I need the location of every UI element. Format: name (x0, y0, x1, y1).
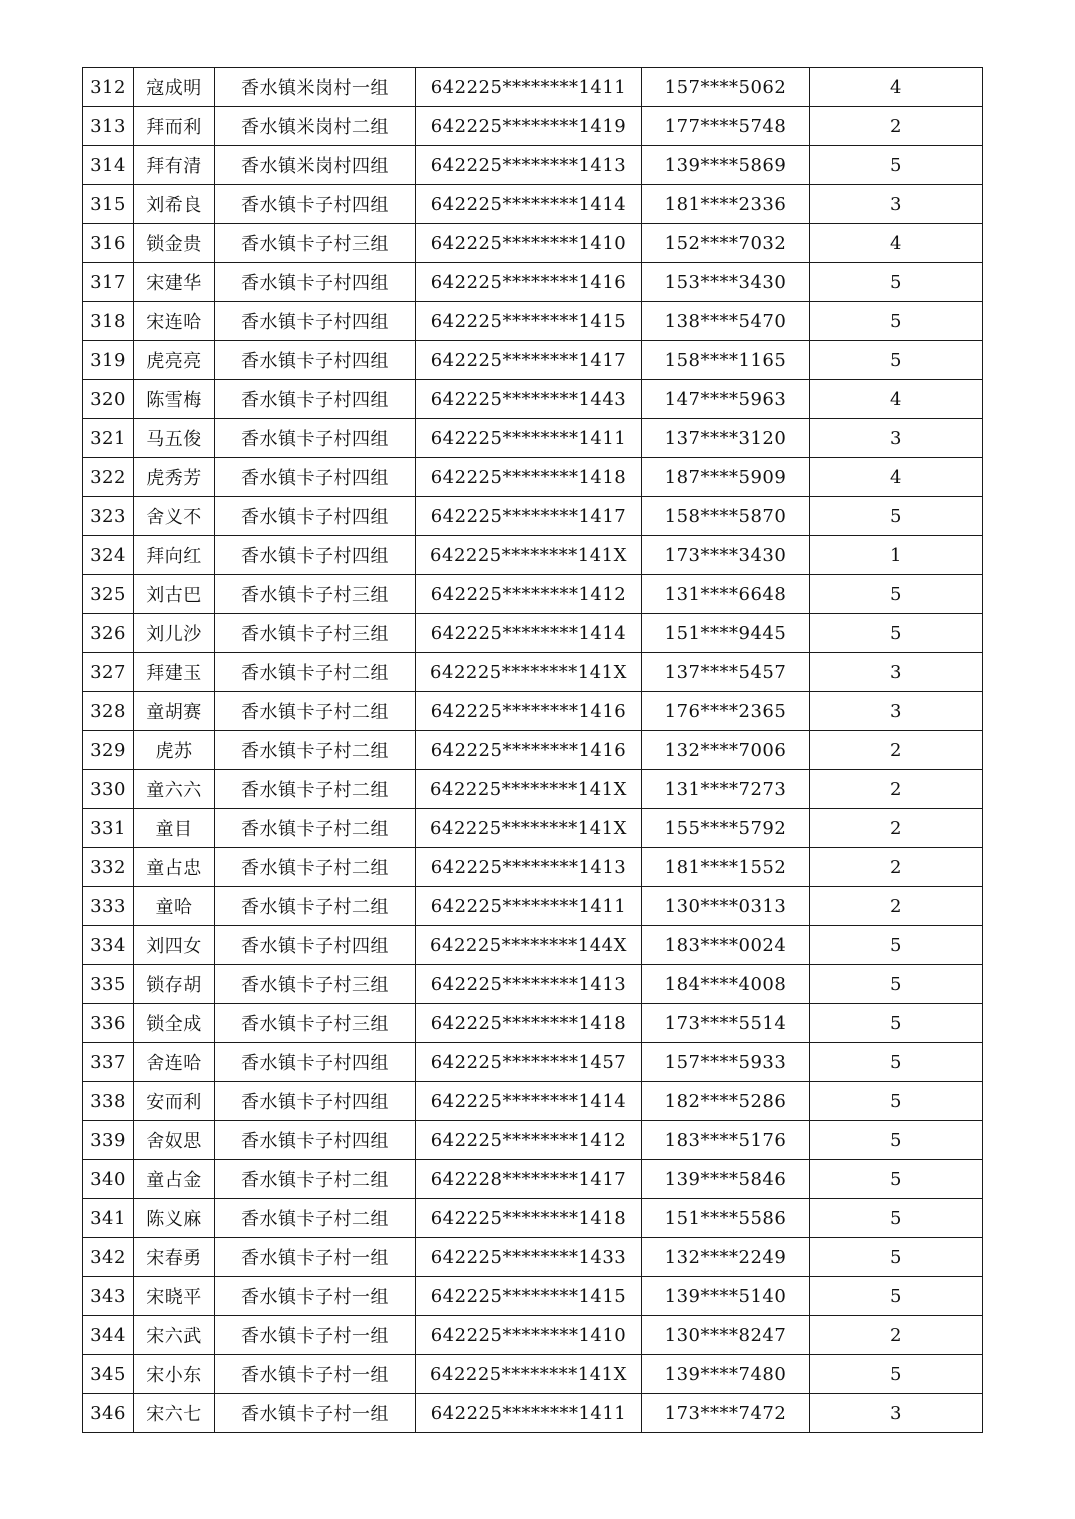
address-cell: 香水镇卡子村四组 (215, 497, 416, 536)
name-cell: 虎秀芳 (134, 458, 215, 497)
row-number-cell: 342 (83, 1238, 134, 1277)
household-count-cell: 5 (810, 302, 983, 341)
household-count-cell: 5 (810, 1160, 983, 1199)
table-row (83, 302, 983, 341)
name-cell: 宋春勇 (134, 1238, 215, 1277)
household-count-cell: 4 (810, 68, 983, 107)
table-row (83, 458, 983, 497)
table-row (83, 575, 983, 614)
address-cell: 香水镇卡子村二组 (215, 848, 416, 887)
address-cell: 香水镇卡子村一组 (215, 1277, 416, 1316)
table-row (83, 1394, 983, 1433)
name-cell: 刘儿沙 (134, 614, 215, 653)
row-number-cell: 317 (83, 263, 134, 302)
phone-cell: 155****5792 (642, 809, 810, 848)
id-number-cell: 642225********1411 (416, 68, 642, 107)
row-number-cell: 321 (83, 419, 134, 458)
household-count-cell: 5 (810, 1199, 983, 1238)
phone-cell: 181****1552 (642, 848, 810, 887)
id-number-cell: 642225********1413 (416, 848, 642, 887)
id-number-cell: 642225********141X (416, 1355, 642, 1394)
household-count-cell: 3 (810, 653, 983, 692)
name-cell: 童目 (134, 809, 215, 848)
table-row (83, 1199, 983, 1238)
address-cell: 香水镇卡子村二组 (215, 692, 416, 731)
name-cell: 童占金 (134, 1160, 215, 1199)
row-number-cell: 341 (83, 1199, 134, 1238)
name-cell: 刘希良 (134, 185, 215, 224)
id-number-cell: 642225********1412 (416, 575, 642, 614)
address-cell: 香水镇卡子村四组 (215, 263, 416, 302)
household-count-cell: 3 (810, 692, 983, 731)
row-number-cell: 323 (83, 497, 134, 536)
phone-cell: 187****5909 (642, 458, 810, 497)
address-cell: 香水镇卡子村四组 (215, 1121, 416, 1160)
id-number-cell: 642225********1419 (416, 107, 642, 146)
row-number-cell: 335 (83, 965, 134, 1004)
id-number-cell: 642225********1410 (416, 224, 642, 263)
table-row (83, 809, 983, 848)
phone-cell: 152****7032 (642, 224, 810, 263)
row-number-cell: 331 (83, 809, 134, 848)
name-cell: 陈雪梅 (134, 380, 215, 419)
table-row (83, 497, 983, 536)
household-count-cell: 4 (810, 458, 983, 497)
address-cell: 香水镇米岗村二组 (215, 107, 416, 146)
name-cell: 宋小东 (134, 1355, 215, 1394)
household-count-cell: 2 (810, 809, 983, 848)
row-number-cell: 313 (83, 107, 134, 146)
name-cell: 童占忠 (134, 848, 215, 887)
table-row (83, 926, 983, 965)
name-cell: 拜向红 (134, 536, 215, 575)
row-number-cell: 338 (83, 1082, 134, 1121)
phone-cell: 183****5176 (642, 1121, 810, 1160)
phone-cell: 139****5869 (642, 146, 810, 185)
name-cell: 虎苏 (134, 731, 215, 770)
roster-table (82, 67, 983, 1433)
id-number-cell: 642225********1414 (416, 1082, 642, 1121)
table-row (83, 731, 983, 770)
phone-cell: 137****5457 (642, 653, 810, 692)
name-cell: 拜有清 (134, 146, 215, 185)
address-cell: 香水镇卡子村三组 (215, 614, 416, 653)
household-count-cell: 5 (810, 146, 983, 185)
row-number-cell: 326 (83, 614, 134, 653)
row-number-cell: 319 (83, 341, 134, 380)
household-count-cell: 3 (810, 419, 983, 458)
table-row (83, 848, 983, 887)
household-count-cell: 5 (810, 1043, 983, 1082)
table-row (83, 419, 983, 458)
address-cell: 香水镇卡子村四组 (215, 458, 416, 497)
household-count-cell: 5 (810, 575, 983, 614)
name-cell: 童胡赛 (134, 692, 215, 731)
household-count-cell: 2 (810, 848, 983, 887)
table-row (83, 341, 983, 380)
row-number-cell: 327 (83, 653, 134, 692)
table-row (83, 1043, 983, 1082)
table-row (83, 107, 983, 146)
table-row (83, 887, 983, 926)
phone-cell: 131****6648 (642, 575, 810, 614)
row-number-cell: 330 (83, 770, 134, 809)
table-row (83, 68, 983, 107)
household-count-cell: 5 (810, 263, 983, 302)
id-number-cell: 642225********1411 (416, 419, 642, 458)
address-cell: 香水镇卡子村二组 (215, 1160, 416, 1199)
phone-cell: 158****5870 (642, 497, 810, 536)
id-number-cell: 642225********1418 (416, 1004, 642, 1043)
table-row (83, 1121, 983, 1160)
table-row (83, 224, 983, 263)
row-number-cell: 312 (83, 68, 134, 107)
address-cell: 香水镇米岗村一组 (215, 68, 416, 107)
id-number-cell: 642225********141X (416, 536, 642, 575)
row-number-cell: 318 (83, 302, 134, 341)
phone-cell: 139****7480 (642, 1355, 810, 1394)
phone-cell: 173****5514 (642, 1004, 810, 1043)
phone-cell: 182****5286 (642, 1082, 810, 1121)
household-count-cell: 5 (810, 1238, 983, 1277)
row-number-cell: 340 (83, 1160, 134, 1199)
phone-cell: 130****0313 (642, 887, 810, 926)
household-count-cell: 3 (810, 185, 983, 224)
row-number-cell: 336 (83, 1004, 134, 1043)
phone-cell: 153****3430 (642, 263, 810, 302)
phone-cell: 137****3120 (642, 419, 810, 458)
phone-cell: 173****3430 (642, 536, 810, 575)
name-cell: 宋连哈 (134, 302, 215, 341)
household-count-cell: 5 (810, 1082, 983, 1121)
id-number-cell: 642225********1416 (416, 263, 642, 302)
id-number-cell: 642225********1443 (416, 380, 642, 419)
id-number-cell: 642225********1415 (416, 1277, 642, 1316)
id-number-cell: 642225********1418 (416, 458, 642, 497)
row-number-cell: 325 (83, 575, 134, 614)
name-cell: 马五俊 (134, 419, 215, 458)
household-count-cell: 2 (810, 770, 983, 809)
name-cell: 宋六武 (134, 1316, 215, 1355)
address-cell: 香水镇卡子村四组 (215, 185, 416, 224)
household-count-cell: 4 (810, 380, 983, 419)
phone-cell: 132****2249 (642, 1238, 810, 1277)
address-cell: 香水镇卡子村四组 (215, 926, 416, 965)
id-number-cell: 642225********1411 (416, 1394, 642, 1433)
id-number-cell: 642225********1417 (416, 497, 642, 536)
household-count-cell: 5 (810, 1355, 983, 1394)
row-number-cell: 320 (83, 380, 134, 419)
table-row (83, 1238, 983, 1277)
table-row (83, 1082, 983, 1121)
row-number-cell: 339 (83, 1121, 134, 1160)
id-number-cell: 642225********1416 (416, 731, 642, 770)
household-count-cell: 3 (810, 1394, 983, 1433)
row-number-cell: 333 (83, 887, 134, 926)
address-cell: 香水镇卡子村一组 (215, 1394, 416, 1433)
address-cell: 香水镇卡子村一组 (215, 1316, 416, 1355)
row-number-cell: 346 (83, 1394, 134, 1433)
name-cell: 拜建玉 (134, 653, 215, 692)
household-count-cell: 4 (810, 224, 983, 263)
table-row (83, 965, 983, 1004)
table-row (83, 1355, 983, 1394)
id-number-cell: 642225********1457 (416, 1043, 642, 1082)
table-row (83, 536, 983, 575)
row-number-cell: 332 (83, 848, 134, 887)
table-row (83, 1277, 983, 1316)
address-cell: 香水镇卡子村二组 (215, 731, 416, 770)
id-number-cell: 642225********141X (416, 770, 642, 809)
phone-cell: 158****1165 (642, 341, 810, 380)
table-row (83, 263, 983, 302)
row-number-cell: 344 (83, 1316, 134, 1355)
name-cell: 舍义不 (134, 497, 215, 536)
phone-cell: 181****2336 (642, 185, 810, 224)
phone-cell: 131****7273 (642, 770, 810, 809)
address-cell: 香水镇卡子村四组 (215, 536, 416, 575)
id-number-cell: 642225********1417 (416, 341, 642, 380)
row-number-cell: 324 (83, 536, 134, 575)
address-cell: 香水镇卡子村二组 (215, 809, 416, 848)
row-number-cell: 334 (83, 926, 134, 965)
household-count-cell: 2 (810, 1316, 983, 1355)
row-number-cell: 337 (83, 1043, 134, 1082)
table-row (83, 692, 983, 731)
id-number-cell: 642225********1418 (416, 1199, 642, 1238)
id-number-cell: 642225********1413 (416, 146, 642, 185)
name-cell: 童六六 (134, 770, 215, 809)
household-count-cell: 5 (810, 1277, 983, 1316)
table-row (83, 185, 983, 224)
id-number-cell: 642225********141X (416, 809, 642, 848)
household-count-cell: 5 (810, 1004, 983, 1043)
id-number-cell: 642228********1417 (416, 1160, 642, 1199)
phone-cell: 130****8247 (642, 1316, 810, 1355)
household-count-cell: 5 (810, 497, 983, 536)
row-number-cell: 328 (83, 692, 134, 731)
row-number-cell: 345 (83, 1355, 134, 1394)
address-cell: 香水镇卡子村四组 (215, 380, 416, 419)
row-number-cell: 315 (83, 185, 134, 224)
address-cell: 香水镇卡子村二组 (215, 770, 416, 809)
phone-cell: 139****5140 (642, 1277, 810, 1316)
phone-cell: 132****7006 (642, 731, 810, 770)
id-number-cell: 642225********1412 (416, 1121, 642, 1160)
table-row (83, 1160, 983, 1199)
address-cell: 香水镇卡子村三组 (215, 224, 416, 263)
name-cell: 安而利 (134, 1082, 215, 1121)
address-cell: 香水镇卡子村三组 (215, 965, 416, 1004)
row-number-cell: 343 (83, 1277, 134, 1316)
name-cell: 陈义麻 (134, 1199, 215, 1238)
table-row (83, 653, 983, 692)
table-row (83, 1316, 983, 1355)
address-cell: 香水镇卡子村一组 (215, 1238, 416, 1277)
name-cell: 宋建华 (134, 263, 215, 302)
household-count-cell: 1 (810, 536, 983, 575)
phone-cell: 177****5748 (642, 107, 810, 146)
phone-cell: 157****5062 (642, 68, 810, 107)
household-count-cell: 2 (810, 731, 983, 770)
name-cell: 拜而利 (134, 107, 215, 146)
table-row (83, 1004, 983, 1043)
id-number-cell: 642225********1433 (416, 1238, 642, 1277)
household-count-cell: 5 (810, 926, 983, 965)
household-count-cell: 2 (810, 887, 983, 926)
row-number-cell: 329 (83, 731, 134, 770)
address-cell: 香水镇卡子村四组 (215, 302, 416, 341)
phone-cell: 147****5963 (642, 380, 810, 419)
household-count-cell: 2 (810, 107, 983, 146)
name-cell: 虎亮亮 (134, 341, 215, 380)
id-number-cell: 642225********1414 (416, 614, 642, 653)
table-row (83, 770, 983, 809)
name-cell: 童哈 (134, 887, 215, 926)
name-cell: 舍连哈 (134, 1043, 215, 1082)
roster-table-body (83, 68, 983, 1433)
table-row (83, 146, 983, 185)
phone-cell: 138****5470 (642, 302, 810, 341)
name-cell: 锁金贵 (134, 224, 215, 263)
name-cell: 锁存胡 (134, 965, 215, 1004)
name-cell: 舍奴思 (134, 1121, 215, 1160)
phone-cell: 184****4008 (642, 965, 810, 1004)
address-cell: 香水镇卡子村四组 (215, 341, 416, 380)
id-number-cell: 642225********1414 (416, 185, 642, 224)
row-number-cell: 316 (83, 224, 134, 263)
table-row (83, 614, 983, 653)
phone-cell: 176****2365 (642, 692, 810, 731)
address-cell: 香水镇卡子村四组 (215, 1082, 416, 1121)
id-number-cell: 642225********141X (416, 653, 642, 692)
name-cell: 寇成明 (134, 68, 215, 107)
phone-cell: 157****5933 (642, 1043, 810, 1082)
id-number-cell: 642225********1415 (416, 302, 642, 341)
address-cell: 香水镇卡子村二组 (215, 1199, 416, 1238)
id-number-cell: 642225********1413 (416, 965, 642, 1004)
household-count-cell: 5 (810, 341, 983, 380)
id-number-cell: 642225********1416 (416, 692, 642, 731)
household-count-cell: 5 (810, 965, 983, 1004)
name-cell: 刘古巴 (134, 575, 215, 614)
phone-cell: 183****0024 (642, 926, 810, 965)
phone-cell: 151****9445 (642, 614, 810, 653)
row-number-cell: 314 (83, 146, 134, 185)
address-cell: 香水镇米岗村四组 (215, 146, 416, 185)
address-cell: 香水镇卡子村二组 (215, 887, 416, 926)
id-number-cell: 642225********1411 (416, 887, 642, 926)
document-page (82, 67, 980, 1433)
phone-cell: 151****5586 (642, 1199, 810, 1238)
household-count-cell: 5 (810, 614, 983, 653)
address-cell: 香水镇卡子村四组 (215, 1043, 416, 1082)
id-number-cell: 642225********144X (416, 926, 642, 965)
address-cell: 香水镇卡子村二组 (215, 653, 416, 692)
address-cell: 香水镇卡子村一组 (215, 1355, 416, 1394)
phone-cell: 173****7472 (642, 1394, 810, 1433)
name-cell: 刘四女 (134, 926, 215, 965)
name-cell: 宋六七 (134, 1394, 215, 1433)
address-cell: 香水镇卡子村三组 (215, 575, 416, 614)
row-number-cell: 322 (83, 458, 134, 497)
phone-cell: 139****5846 (642, 1160, 810, 1199)
address-cell: 香水镇卡子村四组 (215, 419, 416, 458)
household-count-cell: 5 (810, 1121, 983, 1160)
name-cell: 锁全成 (134, 1004, 215, 1043)
table-row (83, 380, 983, 419)
address-cell: 香水镇卡子村三组 (215, 1004, 416, 1043)
id-number-cell: 642225********1410 (416, 1316, 642, 1355)
name-cell: 宋晓平 (134, 1277, 215, 1316)
